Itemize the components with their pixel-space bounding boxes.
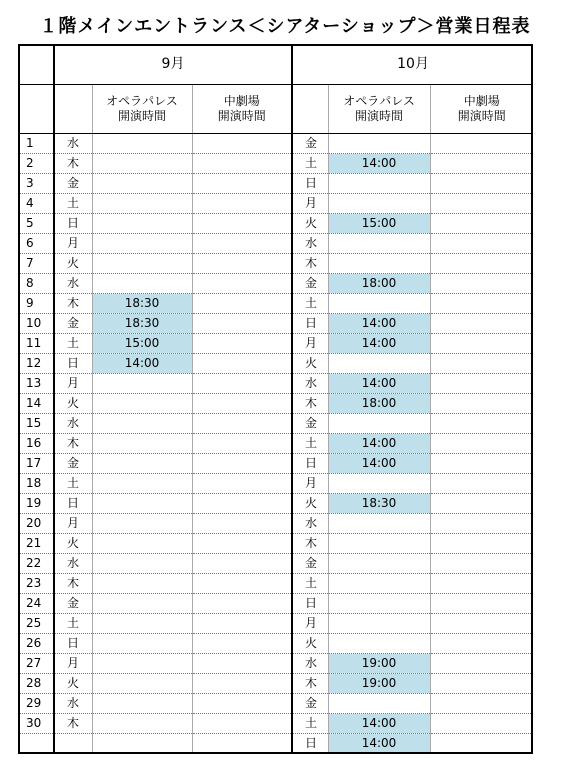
sept-weekday: 日 bbox=[54, 354, 92, 374]
day-number: 17 bbox=[18, 454, 54, 474]
oct-weekday: 水 bbox=[292, 374, 328, 394]
oct-opera-time bbox=[328, 354, 430, 374]
day-number: 25 bbox=[18, 614, 54, 634]
sept-opera-time bbox=[92, 594, 192, 614]
sept-middle-time bbox=[192, 334, 292, 354]
oct-opera-time bbox=[328, 614, 430, 634]
oct-middle-time bbox=[430, 494, 533, 514]
sept-weekday: 水 bbox=[54, 554, 92, 574]
oct-opera-time: 14:00 bbox=[328, 154, 430, 174]
sept-weekday: 木 bbox=[54, 154, 92, 174]
day-number: 5 bbox=[18, 214, 54, 234]
oct-opera-time bbox=[328, 254, 430, 274]
table-row bbox=[18, 534, 533, 554]
subheader-oct-opera bbox=[328, 85, 430, 134]
sept-weekday: 水 bbox=[54, 274, 92, 294]
oct-middle-time bbox=[430, 234, 533, 254]
sept-middle-time bbox=[192, 274, 292, 294]
oct-weekday: 水 bbox=[292, 514, 328, 534]
oct-middle-time bbox=[430, 214, 533, 234]
sept-weekday: 土 bbox=[54, 194, 92, 214]
sept-weekday: 月 bbox=[54, 654, 92, 674]
sept-opera-time bbox=[92, 414, 192, 434]
table-row bbox=[18, 454, 533, 474]
sept-opera-time bbox=[92, 694, 192, 714]
oct-middle-time bbox=[430, 594, 533, 614]
day-number: 3 bbox=[18, 174, 54, 194]
sept-opera-time bbox=[92, 674, 192, 694]
sept-weekday: 月 bbox=[54, 514, 92, 534]
subheader-oct-middle bbox=[430, 85, 533, 134]
table-row bbox=[18, 714, 533, 734]
table-row bbox=[18, 334, 533, 354]
table-row bbox=[18, 194, 533, 214]
subheader-time: 開演時間 bbox=[355, 109, 404, 123]
day-number: 28 bbox=[18, 674, 54, 694]
oct-weekday: 月 bbox=[292, 194, 328, 214]
sept-middle-time bbox=[192, 414, 292, 434]
table-row bbox=[18, 634, 533, 654]
oct-weekday: 土 bbox=[292, 294, 328, 314]
sept-weekday: 金 bbox=[54, 314, 92, 334]
oct-opera-time bbox=[328, 194, 430, 214]
sept-middle-time bbox=[192, 254, 292, 274]
sept-weekday: 木 bbox=[54, 434, 92, 454]
subheader-venue: 中劇場 bbox=[223, 94, 260, 108]
sept-middle-time bbox=[192, 494, 292, 514]
day-number: 21 bbox=[18, 534, 54, 554]
day-number: 12 bbox=[18, 354, 54, 374]
month-label-september: 9月 bbox=[54, 44, 292, 85]
oct-middle-time bbox=[430, 714, 533, 734]
table-row bbox=[18, 474, 533, 494]
oct-opera-time bbox=[328, 554, 430, 574]
oct-opera-time: 14:00 bbox=[328, 314, 430, 334]
table-row bbox=[18, 414, 533, 434]
sept-middle-time bbox=[192, 654, 292, 674]
table-row bbox=[18, 374, 533, 394]
oct-weekday: 土 bbox=[292, 574, 328, 594]
sept-weekday bbox=[54, 734, 92, 754]
oct-weekday: 木 bbox=[292, 674, 328, 694]
sept-weekday: 火 bbox=[54, 394, 92, 414]
day-number: 29 bbox=[18, 694, 54, 714]
sept-weekday: 木 bbox=[54, 574, 92, 594]
oct-weekday: 木 bbox=[292, 534, 328, 554]
day-number: 30 bbox=[18, 714, 54, 734]
sept-weekday: 土 bbox=[54, 474, 92, 494]
month-label-october: 10月 bbox=[292, 44, 533, 85]
page-title: １階メインエントランス＜シアターショップ＞営業日程表 bbox=[39, 16, 531, 37]
table-row bbox=[18, 214, 533, 234]
sept-middle-time bbox=[192, 714, 292, 734]
sept-middle-time bbox=[192, 154, 292, 174]
table-row bbox=[18, 134, 533, 154]
table-row bbox=[18, 354, 533, 374]
oct-middle-time bbox=[430, 654, 533, 674]
oct-opera-time: 14:00 bbox=[328, 454, 430, 474]
subheader-time: 開演時間 bbox=[457, 109, 506, 123]
oct-weekday: 土 bbox=[292, 434, 328, 454]
sept-opera-time bbox=[92, 714, 192, 734]
sept-weekday: 月 bbox=[54, 374, 92, 394]
oct-weekday: 火 bbox=[292, 634, 328, 654]
oct-weekday: 火 bbox=[292, 494, 328, 514]
oct-middle-time bbox=[430, 534, 533, 554]
oct-middle-time bbox=[430, 134, 533, 154]
sept-weekday: 水 bbox=[54, 134, 92, 154]
sept-opera-time bbox=[92, 154, 192, 174]
oct-middle-time bbox=[430, 574, 533, 594]
day-number bbox=[18, 734, 54, 754]
oct-middle-time bbox=[430, 394, 533, 414]
sept-middle-time bbox=[192, 214, 292, 234]
oct-weekday: 金 bbox=[292, 134, 328, 154]
oct-opera-time bbox=[328, 594, 430, 614]
sept-opera-time bbox=[92, 434, 192, 454]
sept-weekday: 土 bbox=[54, 334, 92, 354]
sept-middle-time bbox=[192, 294, 292, 314]
sept-middle-time bbox=[192, 694, 292, 714]
oct-weekday: 木 bbox=[292, 254, 328, 274]
table-row bbox=[18, 154, 533, 174]
oct-middle-time bbox=[430, 454, 533, 474]
day-number: 9 bbox=[18, 294, 54, 314]
oct-middle-time bbox=[430, 194, 533, 214]
oct-middle-time bbox=[430, 434, 533, 454]
table-row bbox=[18, 594, 533, 614]
day-number: 4 bbox=[18, 194, 54, 214]
sept-weekday: 金 bbox=[54, 174, 92, 194]
sept-weekday: 日 bbox=[54, 494, 92, 514]
table-row bbox=[18, 694, 533, 714]
sept-middle-time bbox=[192, 554, 292, 574]
oct-opera-time bbox=[328, 634, 430, 654]
oct-opera-time bbox=[328, 134, 430, 154]
oct-weekday: 木 bbox=[292, 394, 328, 414]
sept-opera-time: 18:30 bbox=[92, 314, 192, 334]
oct-weekday: 土 bbox=[292, 714, 328, 734]
day-number: 7 bbox=[18, 254, 54, 274]
oct-middle-time bbox=[430, 334, 533, 354]
empty-header-cell bbox=[18, 44, 54, 85]
oct-weekday: 月 bbox=[292, 614, 328, 634]
table-row bbox=[18, 254, 533, 274]
empty-subheader-cell bbox=[18, 85, 54, 134]
oct-weekday: 土 bbox=[292, 154, 328, 174]
subheader-venue: オペラパレス bbox=[343, 94, 415, 108]
sept-middle-time bbox=[192, 614, 292, 634]
day-number: 18 bbox=[18, 474, 54, 494]
sept-opera-time bbox=[92, 194, 192, 214]
schedule-table bbox=[18, 44, 533, 754]
oct-weekday: 日 bbox=[292, 174, 328, 194]
sept-weekday: 火 bbox=[54, 254, 92, 274]
oct-opera-time: 14:00 bbox=[328, 734, 430, 754]
month-header-row bbox=[18, 44, 533, 85]
oct-middle-time bbox=[430, 414, 533, 434]
sept-middle-time bbox=[192, 534, 292, 554]
sept-middle-time bbox=[192, 574, 292, 594]
oct-middle-time bbox=[430, 314, 533, 334]
oct-opera-time: 14:00 bbox=[328, 334, 430, 354]
oct-weekday: 日 bbox=[292, 314, 328, 334]
sept-middle-time bbox=[192, 374, 292, 394]
sept-weekday: 火 bbox=[54, 674, 92, 694]
day-number: 6 bbox=[18, 234, 54, 254]
oct-weekday: 水 bbox=[292, 234, 328, 254]
day-number: 24 bbox=[18, 594, 54, 614]
subheader-time: 開演時間 bbox=[217, 109, 266, 123]
oct-middle-time bbox=[430, 254, 533, 274]
sept-opera-time bbox=[92, 574, 192, 594]
table-row bbox=[18, 574, 533, 594]
oct-weekday: 月 bbox=[292, 474, 328, 494]
sept-opera-time bbox=[92, 374, 192, 394]
sept-weekday: 金 bbox=[54, 454, 92, 474]
oct-opera-time: 18:00 bbox=[328, 394, 430, 414]
table-row bbox=[18, 294, 533, 314]
sept-opera-time bbox=[92, 554, 192, 574]
sept-middle-time bbox=[192, 354, 292, 374]
table-row bbox=[18, 614, 533, 634]
oct-weekday: 日 bbox=[292, 454, 328, 474]
sept-opera-time bbox=[92, 134, 192, 154]
subheader-row bbox=[18, 85, 533, 134]
oct-weekday: 火 bbox=[292, 214, 328, 234]
oct-middle-time bbox=[430, 674, 533, 694]
oct-weekday: 金 bbox=[292, 694, 328, 714]
sept-weekday: 木 bbox=[54, 714, 92, 734]
table-row bbox=[18, 514, 533, 534]
day-number: 26 bbox=[18, 634, 54, 654]
oct-opera-time bbox=[328, 474, 430, 494]
oct-opera-time: 14:00 bbox=[328, 714, 430, 734]
sept-opera-time bbox=[92, 494, 192, 514]
sept-middle-time bbox=[192, 174, 292, 194]
day-number: 13 bbox=[18, 374, 54, 394]
sept-opera-time: 14:00 bbox=[92, 354, 192, 374]
oct-opera-time: 14:00 bbox=[328, 434, 430, 454]
oct-opera-time bbox=[328, 414, 430, 434]
sept-middle-time bbox=[192, 634, 292, 654]
sept-weekday: 日 bbox=[54, 634, 92, 654]
sept-opera-time bbox=[92, 274, 192, 294]
empty-subheader-cell bbox=[292, 85, 328, 134]
oct-opera-time bbox=[328, 294, 430, 314]
sept-opera-time bbox=[92, 614, 192, 634]
oct-middle-time bbox=[430, 154, 533, 174]
sept-weekday: 土 bbox=[54, 614, 92, 634]
oct-weekday: 火 bbox=[292, 354, 328, 374]
subheader-venue: 中劇場 bbox=[463, 94, 500, 108]
day-number: 15 bbox=[18, 414, 54, 434]
sept-weekday: 日 bbox=[54, 214, 92, 234]
day-number: 8 bbox=[18, 274, 54, 294]
sept-weekday: 火 bbox=[54, 534, 92, 554]
sept-opera-time bbox=[92, 174, 192, 194]
sept-middle-time bbox=[192, 194, 292, 214]
day-number: 22 bbox=[18, 554, 54, 574]
table-row bbox=[18, 314, 533, 334]
oct-opera-time: 19:00 bbox=[328, 654, 430, 674]
sept-weekday: 月 bbox=[54, 234, 92, 254]
table-row bbox=[18, 674, 533, 694]
sept-opera-time: 15:00 bbox=[92, 334, 192, 354]
day-number: 10 bbox=[18, 314, 54, 334]
table-row bbox=[18, 174, 533, 194]
sept-opera-time bbox=[92, 654, 192, 674]
oct-middle-time bbox=[430, 294, 533, 314]
sept-middle-time bbox=[192, 514, 292, 534]
oct-weekday: 日 bbox=[292, 594, 328, 614]
oct-middle-time bbox=[430, 554, 533, 574]
sept-weekday: 水 bbox=[54, 414, 92, 434]
oct-opera-time: 18:30 bbox=[328, 494, 430, 514]
oct-middle-time bbox=[430, 614, 533, 634]
sept-opera-time bbox=[92, 474, 192, 494]
sept-middle-time bbox=[192, 134, 292, 154]
sept-middle-time bbox=[192, 234, 292, 254]
sept-opera-time bbox=[92, 234, 192, 254]
subheader-sept-middle bbox=[192, 85, 292, 134]
day-number: 19 bbox=[18, 494, 54, 514]
sept-weekday: 水 bbox=[54, 694, 92, 714]
oct-opera-time bbox=[328, 514, 430, 534]
oct-middle-time bbox=[430, 374, 533, 394]
day-number: 2 bbox=[18, 154, 54, 174]
oct-opera-time: 15:00 bbox=[328, 214, 430, 234]
sept-opera-time bbox=[92, 214, 192, 234]
table-row bbox=[18, 234, 533, 254]
empty-subheader-cell bbox=[54, 85, 92, 134]
sept-weekday: 金 bbox=[54, 594, 92, 614]
day-number: 20 bbox=[18, 514, 54, 534]
oct-middle-time bbox=[430, 734, 533, 754]
oct-opera-time bbox=[328, 234, 430, 254]
subheader-time: 開演時間 bbox=[117, 109, 166, 123]
sept-middle-time bbox=[192, 394, 292, 414]
sept-opera-time: 18:30 bbox=[92, 294, 192, 314]
oct-middle-time bbox=[430, 634, 533, 654]
sept-middle-time bbox=[192, 454, 292, 474]
oct-opera-time bbox=[328, 574, 430, 594]
table-row bbox=[18, 394, 533, 414]
oct-weekday: 水 bbox=[292, 654, 328, 674]
table-row bbox=[18, 734, 533, 754]
sept-opera-time bbox=[92, 514, 192, 534]
oct-opera-time bbox=[328, 534, 430, 554]
table-row bbox=[18, 494, 533, 514]
oct-middle-time bbox=[430, 514, 533, 534]
sept-middle-time bbox=[192, 594, 292, 614]
day-number: 1 bbox=[18, 134, 54, 154]
day-number: 16 bbox=[18, 434, 54, 454]
subheader-sept-opera bbox=[92, 85, 192, 134]
sept-middle-time bbox=[192, 474, 292, 494]
oct-weekday: 月 bbox=[292, 334, 328, 354]
day-number: 14 bbox=[18, 394, 54, 414]
sept-opera-time bbox=[92, 534, 192, 554]
sept-middle-time bbox=[192, 674, 292, 694]
oct-weekday: 金 bbox=[292, 274, 328, 294]
oct-opera-time: 19:00 bbox=[328, 674, 430, 694]
day-number: 27 bbox=[18, 654, 54, 674]
sept-weekday: 木 bbox=[54, 294, 92, 314]
sept-opera-time bbox=[92, 634, 192, 654]
table-row bbox=[18, 434, 533, 454]
oct-middle-time bbox=[430, 474, 533, 494]
oct-opera-time: 14:00 bbox=[328, 374, 430, 394]
table-row bbox=[18, 654, 533, 674]
oct-opera-time: 18:00 bbox=[328, 274, 430, 294]
sept-opera-time bbox=[92, 734, 192, 754]
oct-weekday: 日 bbox=[292, 734, 328, 754]
sept-middle-time bbox=[192, 314, 292, 334]
oct-weekday: 金 bbox=[292, 414, 328, 434]
table-row bbox=[18, 554, 533, 574]
day-number: 23 bbox=[18, 574, 54, 594]
oct-opera-time bbox=[328, 174, 430, 194]
sept-middle-time bbox=[192, 434, 292, 454]
subheader-venue: オペラパレス bbox=[106, 94, 178, 108]
oct-middle-time bbox=[430, 274, 533, 294]
sept-opera-time bbox=[92, 254, 192, 274]
sept-opera-time bbox=[92, 394, 192, 414]
table-row bbox=[18, 274, 533, 294]
day-number: 11 bbox=[18, 334, 54, 354]
oct-middle-time bbox=[430, 694, 533, 714]
oct-weekday: 金 bbox=[292, 554, 328, 574]
oct-middle-time bbox=[430, 354, 533, 374]
sept-opera-time bbox=[92, 454, 192, 474]
oct-middle-time bbox=[430, 174, 533, 194]
sept-middle-time bbox=[192, 734, 292, 754]
oct-opera-time bbox=[328, 694, 430, 714]
